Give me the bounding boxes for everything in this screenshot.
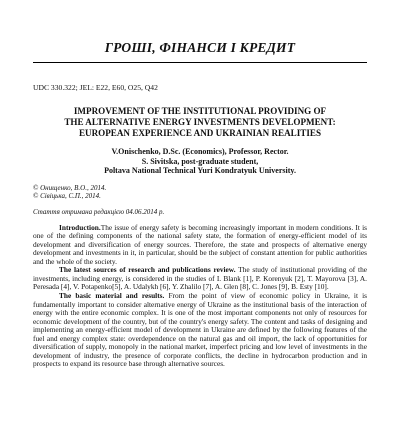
paragraph-introduction bbox=[33, 224, 367, 267]
received-date: Стаття отримана редакцією 04.06.2014 р. bbox=[33, 207, 165, 216]
text-review: The study of institutional providing of the investments, including energy, is considered in the studies of I. Blank [1], P. Korenyuk [2], T. Mayorova [3], A. Peresada [4], V. Potapenko[5], A. Udalykh [6], Y. Zhalilo [7], A. Glen [8], C. Jones [9], B. Esty [10]. bbox=[33, 265, 367, 292]
title-line-3: EUROPEAN EXPERIENCE AND UKRAINIAN REALITIES bbox=[78, 128, 322, 138]
article-title bbox=[33, 106, 367, 139]
author-2: S. Sivitska, post-graduate student, bbox=[141, 156, 259, 166]
article-page bbox=[0, 40, 400, 440]
copyright-1: © Онищенко, В.О., 2014. bbox=[33, 183, 107, 192]
paragraph-basic-material bbox=[33, 292, 367, 369]
heading-introduction: Introduction. bbox=[59, 222, 101, 232]
text-introduction: The issue of energy safety is becoming increasingly important in modern conditions. It is one of the defining components of the national safety state, the formation of energy-efficient model of its development and diversification of energy sources. Therefore, the state and prospects of alternative energy development and investments in it, in particular, should be the subject of constant attention for public authorities and the whole of the society. bbox=[33, 222, 367, 266]
copyright-block bbox=[33, 184, 367, 201]
affiliation: Poltava National Technical Yuri Kondratyuk University. bbox=[104, 166, 296, 176]
paragraph-review bbox=[33, 266, 367, 292]
text-basic-material: From the point of view of economic policy in Ukraine, it is fundamentally important to consider alternative energy of Ukraine as the institutional basis of the interaction of energy with the entire economic complex. It is one of the most important components not only of resources for economic development of the country, but of the country's energy safety. The content and tasks of designing and implementing an energy-efficient model of development in Ukraine are defined by the following features of the fuel and energy complex state: overdependence on the natural gas and oil import, the lack of opportunities for diversification of supply, monopoly in the national market, imperfect pricing and low level of investments in the development of industry, the presence of corporate conflicts, the decline in hydrocarbon production and in prospects to expand its resource base through alternative sources. bbox=[33, 290, 368, 369]
header-rule bbox=[33, 62, 367, 63]
author-1: V.Onischenko, D.Sc. (Economics), Professor, Rector. bbox=[111, 147, 289, 156]
copyright-2: © Сівіцька, С.П., 2014. bbox=[33, 192, 101, 201]
heading-basic-material: The basic material and results. bbox=[59, 290, 165, 300]
journal-section-header: ГРОШІ, ФІНАНСИ І КРЕДИТ bbox=[104, 40, 296, 55]
heading-review: The latest sources of research and publications review. bbox=[59, 265, 236, 275]
article-body bbox=[33, 224, 367, 369]
authors-block bbox=[33, 147, 367, 176]
title-line-2: THE ALTERNATIVE ENERGY INVESTMENTS DEVELOPMENT: bbox=[64, 117, 336, 127]
title-line-1: IMPROVEMENT OF THE INSTITUTIONAL PROVIDING OF bbox=[73, 106, 327, 116]
udc-classification: UDC 330.322; JEL: E22, E60, O25, Q42 bbox=[33, 83, 158, 92]
